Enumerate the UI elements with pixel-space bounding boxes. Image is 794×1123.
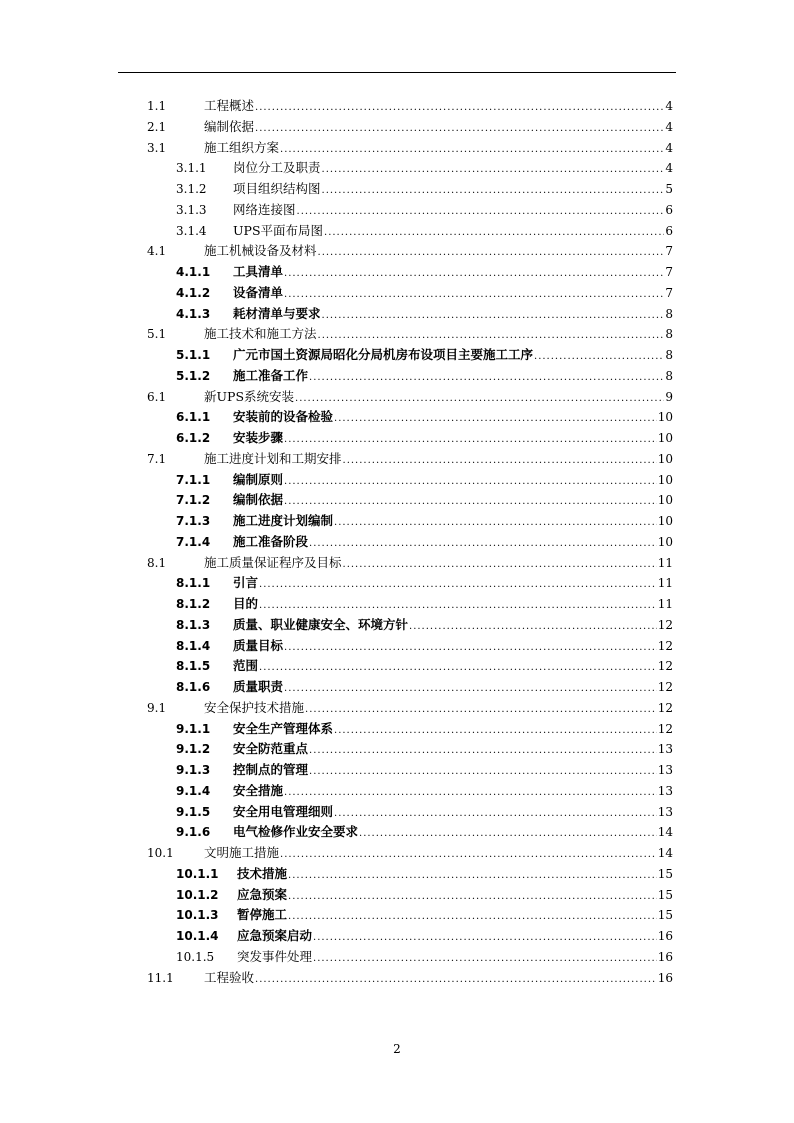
toc-entry-number: 6.1: [147, 389, 167, 404]
toc-entry-page: 11: [657, 576, 673, 591]
toc-entry-title: 网络连接图: [233, 201, 296, 217]
toc-dot-leader: [343, 451, 657, 471]
header-rule: [118, 72, 676, 73]
toc-entry-title: 暂停施工: [237, 907, 288, 923]
toc-entry-page: 15: [657, 908, 673, 923]
toc-entry-title: 项目组织结构图: [233, 181, 321, 196]
toc-dot-leader: [284, 430, 657, 450]
toc-entry-title: 工具清单: [233, 264, 284, 279]
toc-entry-title: 控制点的管理: [233, 762, 309, 777]
toc-entry-page: 10: [657, 410, 673, 425]
toc-dot-leader: [324, 223, 664, 243]
toc-entry-number: 8.1.1: [176, 576, 211, 591]
toc-entry-page: 10: [657, 534, 673, 549]
toc-entry-title: 耗材清单与要求: [233, 305, 321, 321]
toc-entry[interactable]: [147, 760, 673, 781]
toc-entry-number: 10.1.2: [176, 887, 219, 902]
toc-entry-page: 13: [657, 804, 673, 819]
toc-entry-page: 4: [665, 119, 673, 134]
toc-entry-title: 岗位分工及职责: [233, 160, 321, 176]
toc-dot-leader: [318, 326, 665, 346]
toc-entry-title: 施工准备阶段: [233, 533, 309, 549]
toc-entry-page: 13: [657, 742, 673, 757]
toc-dot-leader: [255, 98, 664, 118]
toc-entry-title: 工程概述: [204, 98, 255, 113]
toc-entry-title: 设备清单: [233, 284, 284, 300]
toc-dot-leader: [284, 472, 657, 492]
toc-dot-leader: [284, 285, 664, 305]
toc-dot-leader: [309, 368, 664, 388]
toc-entry-title: 施工进度计划编制: [233, 513, 334, 528]
toc-entry-number: 10.1.3: [176, 908, 219, 923]
toc-entry-page: 8: [665, 327, 673, 342]
toc-entry-page: 13: [657, 763, 673, 777]
toc-entry-number: 9.1.4: [176, 783, 211, 798]
toc-entry[interactable]: [147, 490, 673, 511]
toc-entry-number: 6.1.2: [176, 431, 211, 445]
toc-dot-leader: [318, 243, 665, 263]
toc-entry-number: 8.1.4: [176, 638, 211, 653]
toc-entry[interactable]: [147, 387, 673, 408]
toc-dot-leader: [322, 181, 665, 201]
toc-entry-number: 2.1: [147, 119, 167, 134]
toc-entry-number: 5.1: [147, 327, 167, 342]
table-of-contents: [147, 96, 673, 988]
toc-entry-page: 15: [657, 866, 673, 881]
toc-entry-page: 12: [657, 617, 673, 632]
toc-dot-leader: [255, 119, 664, 139]
toc-entry-page: 10: [657, 431, 673, 445]
toc-entry-title: 安全保护技术措施: [204, 699, 305, 715]
toc-entry[interactable]: [147, 719, 673, 740]
toc-entry[interactable]: [147, 739, 673, 760]
toc-entry-number: 9.1.6: [176, 825, 211, 840]
toc-entry-page: 16: [657, 949, 673, 964]
toc-entry-number: 7.1.4: [176, 534, 211, 549]
toc-entry-number: 4.1.2: [176, 285, 211, 300]
toc-entry-number: 1.1: [147, 99, 167, 113]
toc-entry-title: 施工技术和施工方法: [204, 326, 317, 342]
toc-entry-title: 应急预案启动: [237, 928, 313, 943]
toc-entry-number: 7.1.3: [176, 514, 211, 528]
toc-entry[interactable]: [147, 449, 673, 470]
toc-entry-number: 8.1.5: [176, 659, 211, 674]
toc-entry-title: 广元市国土资源局昭化分局机房布设项目主要施工工序: [233, 347, 534, 362]
toc-entry-title: 安全措施: [233, 782, 284, 798]
toc-entry[interactable]: [147, 553, 673, 574]
toc-entry-number: 9.1: [147, 700, 167, 715]
toc-entry-number: 9.1.3: [176, 763, 211, 777]
toc-entry-title: 技术措施: [237, 865, 288, 881]
toc-entry[interactable]: [147, 947, 673, 968]
toc-entry-page: 10: [657, 514, 673, 528]
toc-entry-page: 11: [657, 555, 673, 570]
toc-entry-title: 质量目标: [233, 637, 284, 653]
toc-entry-title: 引言: [233, 575, 259, 591]
toc-dot-leader: [295, 389, 664, 409]
toc-entry-number: 7.1.2: [176, 493, 211, 508]
toc-entry-title: 目的: [233, 596, 259, 611]
toc-entry[interactable]: [147, 968, 673, 989]
toc-entry-number: 4.1.1: [176, 265, 211, 279]
toc-entry-page: 8: [665, 306, 673, 321]
toc-entry-number: 5.1.1: [176, 348, 211, 362]
toc-dot-leader: [534, 347, 664, 367]
toc-entry[interactable]: [147, 324, 673, 345]
toc-dot-leader: [343, 555, 657, 575]
toc-dot-leader: [255, 970, 657, 990]
toc-entry[interactable]: [147, 843, 673, 864]
toc-entry-title: 安全生产管理体系: [233, 720, 334, 736]
toc-entry-title: 施工质量保证程序及目标: [204, 554, 342, 570]
toc-entry-number: 10.1.1: [176, 866, 219, 881]
toc-entry[interactable]: [147, 366, 673, 387]
toc-entry-page: 7: [665, 285, 673, 300]
toc-entry-page: 16: [657, 929, 673, 943]
toc-entry-title: 文明施工措施: [204, 845, 280, 860]
toc-entry-page: 5: [665, 182, 673, 196]
toc-dot-leader: [409, 617, 657, 637]
toc-entry[interactable]: [147, 656, 673, 677]
toc-dot-leader: [259, 596, 657, 616]
toc-entry[interactable]: [147, 262, 673, 283]
toc-entry-page: 16: [657, 970, 673, 985]
toc-entry-title: 施工组织方案: [204, 139, 280, 155]
toc-dot-leader: [284, 638, 657, 658]
toc-dot-leader: [334, 804, 657, 824]
toc-dot-leader: [309, 534, 657, 554]
toc-entry-title: 施工机械设备及材料: [204, 243, 317, 259]
toc-entry-page: 12: [657, 721, 673, 736]
toc-entry-title: 编制依据: [204, 118, 255, 134]
toc-entry-page: 10: [657, 493, 673, 508]
toc-entry-number: 7.1.1: [176, 472, 211, 487]
toc-entry-number: 4.1.3: [176, 306, 211, 321]
toc-entry-page: 14: [657, 825, 673, 840]
toc-entry[interactable]: [147, 158, 673, 179]
toc-entry-number: 8.1: [147, 555, 167, 570]
toc-entry-title: UPS平面布局图: [233, 222, 324, 238]
toc-dot-leader: [259, 658, 657, 678]
toc-entry-number: 4.1: [147, 244, 167, 259]
toc-entry-title: 编制原则: [233, 471, 284, 487]
toc-dot-leader: [259, 575, 657, 595]
toc-dot-leader: [284, 492, 657, 512]
toc-entry-page: 13: [657, 783, 673, 798]
toc-entry[interactable]: [147, 179, 673, 200]
toc-entry[interactable]: [147, 511, 673, 532]
toc-entry[interactable]: [147, 905, 673, 926]
toc-entry-title: 安全用电管理细则: [233, 803, 334, 819]
toc-entry[interactable]: [147, 636, 673, 657]
toc-dot-leader: [334, 721, 657, 741]
toc-dot-leader: [288, 887, 657, 907]
toc-entry-number: 3.1.3: [176, 202, 207, 217]
toc-entry[interactable]: [147, 822, 673, 843]
toc-dot-leader: [305, 700, 657, 720]
toc-entry[interactable]: [147, 241, 673, 262]
toc-dot-leader: [297, 202, 665, 222]
toc-entry-page: 4: [665, 140, 673, 155]
toc-entry[interactable]: [147, 677, 673, 698]
toc-dot-leader: [284, 679, 657, 699]
toc-entry-page: 12: [657, 638, 673, 653]
toc-dot-leader: [284, 783, 657, 803]
toc-entry-title: 安全防范重点: [233, 741, 309, 757]
toc-dot-leader: [288, 866, 657, 886]
toc-entry[interactable]: [147, 96, 673, 117]
toc-entry[interactable]: [147, 594, 673, 615]
toc-entry-number: 3.1.1: [176, 161, 207, 176]
toc-entry[interactable]: [147, 304, 673, 325]
toc-entry-page: 11: [657, 597, 673, 611]
toc-entry-number: 3.1.4: [176, 223, 207, 238]
toc-entry-page: 10: [657, 472, 673, 487]
toc-dot-leader: [334, 513, 657, 533]
toc-dot-leader: [313, 928, 657, 948]
toc-dot-leader: [288, 907, 657, 927]
toc-entry-number: 3.1: [147, 140, 167, 155]
toc-entry-number: 8.1.3: [176, 617, 211, 632]
toc-entry-number: 3.1.2: [176, 182, 207, 196]
toc-entry-number: 9.1.5: [176, 804, 211, 819]
toc-entry-title: 电气检修作业安全要求: [233, 824, 359, 840]
toc-entry-page: 6: [665, 223, 673, 238]
toc-dot-leader: [322, 306, 665, 326]
toc-entry[interactable]: [147, 221, 673, 242]
toc-entry[interactable]: [147, 615, 673, 636]
toc-entry-page: 9: [665, 389, 673, 404]
toc-dot-leader: [309, 762, 657, 782]
toc-entry-number: 8.1.6: [176, 680, 211, 694]
toc-entry-title: 安装前的设备检验: [233, 409, 334, 425]
toc-dot-leader: [334, 409, 657, 429]
toc-entry[interactable]: [147, 200, 673, 221]
toc-entry-page: 10: [657, 451, 673, 466]
toc-entry-page: 7: [665, 265, 673, 279]
toc-entry[interactable]: [147, 532, 673, 553]
toc-entry-page: 6: [665, 202, 673, 217]
toc-entry-number: 5.1.2: [176, 368, 211, 383]
toc-entry-page: 4: [665, 161, 673, 176]
toc-entry-number: 9.1.2: [176, 742, 211, 757]
toc-entry[interactable]: [147, 781, 673, 802]
toc-entry-page: 8: [665, 368, 673, 383]
toc-entry-page: 7: [665, 244, 673, 259]
toc-entry[interactable]: [147, 802, 673, 823]
toc-entry-title: 质量、职业健康安全、环境方针: [233, 616, 409, 632]
toc-entry-title: 编制依据: [233, 492, 284, 508]
toc-entry-title: 突发事件处理: [237, 948, 313, 964]
toc-entry[interactable]: [147, 573, 673, 594]
toc-entry[interactable]: [147, 117, 673, 138]
toc-dot-leader: [313, 949, 657, 969]
toc-dot-leader: [280, 845, 657, 865]
toc-entry-number: 7.1: [147, 451, 167, 466]
toc-dot-leader: [280, 140, 664, 160]
toc-entry[interactable]: [147, 926, 673, 947]
toc-entry-page: 4: [665, 99, 673, 113]
toc-entry-number: 8.1.2: [176, 597, 211, 611]
toc-entry-page: 12: [657, 659, 673, 674]
toc-entry-title: 安装步骤: [233, 430, 284, 445]
toc-entry-page: 12: [657, 700, 673, 715]
toc-entry[interactable]: [147, 864, 673, 885]
toc-entry[interactable]: [147, 283, 673, 304]
toc-entry-title: 施工进度计划和工期安排: [204, 450, 342, 466]
toc-dot-leader: [284, 264, 664, 284]
toc-entry[interactable]: [147, 428, 673, 449]
toc-entry-page: 12: [657, 680, 673, 694]
toc-entry[interactable]: [147, 138, 673, 159]
toc-dot-leader: [322, 160, 665, 180]
toc-entry-page: 8: [665, 348, 673, 362]
toc-entry-title: 新UPS系统安装: [204, 388, 295, 404]
toc-entry[interactable]: [147, 345, 673, 366]
toc-entry-page: 14: [657, 846, 673, 860]
toc-entry[interactable]: [147, 407, 673, 428]
toc-entry-number: 10.1.5: [176, 949, 215, 964]
toc-entry-title: 范围: [233, 658, 259, 674]
toc-entry-number: 6.1.1: [176, 410, 211, 425]
toc-entry-number: 9.1.1: [176, 721, 211, 736]
toc-entry-title: 应急预案: [237, 886, 288, 902]
toc-entry-title: 质量职责: [233, 679, 284, 694]
toc-entry-title: 工程验收: [204, 969, 255, 985]
toc-entry-title: 施工准备工作: [233, 367, 309, 383]
toc-entry[interactable]: [147, 470, 673, 491]
toc-entry-number: 10.1: [147, 846, 174, 860]
toc-dot-leader: [359, 824, 657, 844]
toc-entry-number: 11.1: [147, 970, 174, 985]
toc-entry[interactable]: [147, 885, 673, 906]
toc-entry-number: 10.1.4: [176, 929, 219, 943]
footer-page-number: 2: [393, 1042, 401, 1056]
toc-entry-page: 15: [657, 887, 673, 902]
toc-dot-leader: [309, 741, 657, 761]
toc-entry[interactable]: [147, 698, 673, 719]
